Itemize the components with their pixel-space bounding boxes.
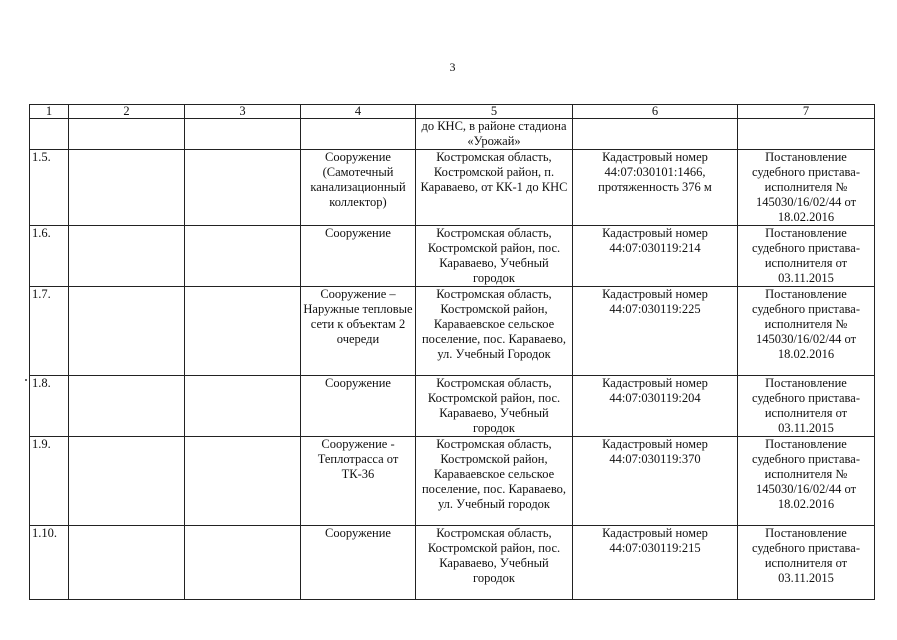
cadastral-info: Кадастровый номер 44:07:030101:1466, протяженность 376 м [573, 150, 738, 226]
object-address: до КНС, в районе стадиона «Урожай» [416, 119, 573, 150]
col-header-4: 4 [301, 105, 416, 119]
col-header-7: 7 [738, 105, 875, 119]
legal-basis: Постановление судебного пристава-исполнителя от 03.11.2015 [738, 526, 875, 600]
object-type: Сооружение - Теплотрасса от ТК-36 [301, 437, 416, 526]
cell-col3 [185, 226, 301, 287]
cadastral-info: Кадастровый номер 44:07:030119:204 [573, 376, 738, 437]
header-row [30, 105, 875, 119]
object-address: Костромская область, Костромской район, п. Караваево, от КК-1 до КНС [416, 150, 573, 226]
row-number: 1.9. [30, 437, 69, 526]
legal-basis: Постановление судебного пристава-исполнителя № 145030/16/02/44 от 18.02.2016 [738, 150, 875, 226]
table-row [30, 150, 875, 226]
legal-basis: Постановление судебного пристава-исполнителя № 145030/16/02/44 от 18.02.2016 [738, 287, 875, 376]
row-number [30, 119, 69, 150]
col-header-6: 6 [573, 105, 738, 119]
col-header-2: 2 [69, 105, 185, 119]
table-row [30, 437, 875, 526]
legal-basis: Постановление судебного пристава-исполнителя от 03.11.2015 [738, 226, 875, 287]
object-type: Сооружение [301, 376, 416, 437]
legal-basis [738, 119, 875, 150]
legal-basis: Постановление судебного пристава-исполнителя № 145030/16/02/44 от 18.02.2016 [738, 437, 875, 526]
object-address: Костромская область, Костромской район, пос. Караваево, Учебный городок [416, 526, 573, 600]
legal-basis: Постановление судебного пристава-исполнителя от 03.11.2015 [738, 376, 875, 437]
cell-col3 [185, 150, 301, 226]
cadastral-info: Кадастровый номер 44:07:030119:370 [573, 437, 738, 526]
object-type: Сооружение (Самотечный канализационный коллектор) [301, 150, 416, 226]
row-number: 1.8. [30, 376, 69, 437]
cadastral-info: Кадастровый номер 44:07:030119:214 [573, 226, 738, 287]
table-row [30, 226, 875, 287]
registry-table [29, 104, 875, 600]
object-type [301, 119, 416, 150]
cell-col3 [185, 526, 301, 600]
cell-col2 [69, 437, 185, 526]
table-row [30, 376, 875, 437]
cell-col3 [185, 287, 301, 376]
col-header-3: 3 [185, 105, 301, 119]
cell-col2 [69, 287, 185, 376]
row-number: 1.5. [30, 150, 69, 226]
object-address: Костромская область, Костромской район, пос. Караваево, Учебный городок [416, 376, 573, 437]
object-type: Сооружение – Наружные тепловые сети к объектам 2 очереди [301, 287, 416, 376]
object-address: Костромская область, Костромской район, Караваевское сельское поселение, пос. Караваево, ул. Учебный Городок [416, 287, 573, 376]
cadastral-info: Кадастровый номер 44:07:030119:225 [573, 287, 738, 376]
cell-col3 [185, 376, 301, 437]
row-number: 1.7. [30, 287, 69, 376]
page-number: 3 [449, 60, 456, 74]
cell-col2 [69, 150, 185, 226]
cadastral-info: Кадастровый номер 44:07:030119:215 [573, 526, 738, 600]
table-row [30, 526, 875, 600]
cell-col2 [69, 119, 185, 150]
cell-col2 [69, 526, 185, 600]
cell-col2 [69, 226, 185, 287]
object-type: Сооружение [301, 226, 416, 287]
col-header-5: 5 [416, 105, 573, 119]
cadastral-info [573, 119, 738, 150]
cell-col2 [69, 376, 185, 437]
object-type: Сооружение [301, 526, 416, 600]
scan-dot [25, 379, 27, 381]
row-number: 1.6. [30, 226, 69, 287]
object-address: Костромская область, Костромской район, Караваевское сельское поселение, пос. Караваево, ул. Учебный городок [416, 437, 573, 526]
cell-col3 [185, 437, 301, 526]
col-header-1: 1 [30, 105, 69, 119]
row-number: 1.10. [30, 526, 69, 600]
cell-col3 [185, 119, 301, 150]
table-row [30, 119, 875, 150]
object-address: Костромская область, Костромской район, пос. Караваево, Учебный городок [416, 226, 573, 287]
table-row [30, 287, 875, 376]
